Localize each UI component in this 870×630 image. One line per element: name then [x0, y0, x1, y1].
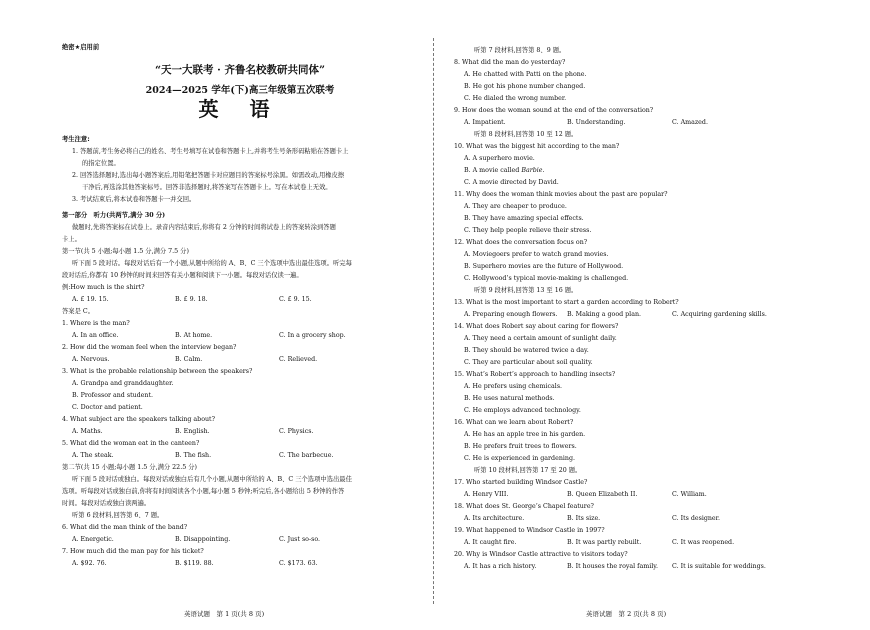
material-9-instruction: 听第 9 段材料,回答第 13 至 16 题。 — [474, 287, 578, 294]
question-12-option: A. Moviegoers prefer to watch grand movies. — [464, 251, 609, 258]
confidential-mark: 绝密★启用前 — [62, 44, 100, 51]
question-19-options: A. It caught fire. B. It was partly rebuilt. C. It was reopened. — [464, 539, 735, 546]
question-12: 12. What does the conversation focus on? — [454, 239, 588, 246]
section2-heading: 第二节(共 15 小题;每小题 1.5 分,满分 22.5 分) — [62, 464, 197, 471]
subject-title: 英 语 — [198, 97, 282, 121]
page-2-body — [454, 45, 784, 573]
question-17-options: A. Henry VIII. B. Queen Elizabeth II. C. William. — [464, 491, 707, 498]
question-12-option: C. Hollywood’s typical movie-making is challenged. — [464, 275, 629, 282]
question-16: 16. What can we learn about Robert? — [454, 419, 574, 426]
question-8-option: B. He got his phone number changed. — [464, 83, 586, 90]
question-7: 7. How much did the man pay for his ticket? — [62, 548, 204, 555]
section1-intro: 听下面 5 段对话。每段对话后有一个小题,从题中所给的 A、B、C 三个选项中选出最佳选项。听完每 — [72, 260, 352, 267]
question-16-option: A. He has an apple tree in his garden. — [464, 431, 586, 438]
question-15-option: C. He employs advanced technology. — [464, 407, 581, 414]
part1-intro: 卡上。 — [62, 236, 81, 243]
question-1: 1. Where is the man? — [62, 320, 130, 327]
question-14-option: C. They are particular about soil quality. — [464, 359, 593, 366]
part1-heading: 第一部分 听力(共两节,满分 30 分) — [62, 212, 166, 219]
question-18: 18. What does St. George’s Chapel feature? — [454, 503, 594, 510]
page-2 — [454, 0, 784, 630]
question-17: 17. Who started building Windsor Castle? — [454, 479, 588, 486]
section1-heading: 第一节(共 5 小题;每小题 1.5 分,满分 7.5 分) — [62, 248, 189, 255]
question-6: 6. What did the man think of the band? — [62, 524, 188, 531]
question-9: 9. How does the woman sound at the end of the conversation? — [454, 107, 654, 114]
question-11-option: C. They help people relieve their stress. — [464, 227, 592, 234]
question-5-options: A. The steak. B. The fish. C. The barbecue. — [72, 452, 334, 459]
question-13: 13. What is the most important to start a garden according to Robert? — [454, 299, 679, 306]
material-10-instruction: 听第 10 段材料,回答第 17 至 20 题。 — [474, 467, 582, 474]
question-9-options: A. Impatient. B. Understanding. C. Amazed. — [464, 119, 708, 126]
question-2: 2. How did the woman feel when the interview began? — [62, 344, 237, 351]
notes-heading: 考生注意: — [62, 136, 90, 143]
question-7-options: A. $92. 76. B. $119. 88. C. $173. 63. — [72, 560, 318, 567]
example-answer: 答案是 C。 — [62, 308, 95, 315]
note-line: 的指定位置。 — [82, 160, 120, 167]
question-12-option: B. Superhero movies are the future of Hollywood. — [464, 263, 624, 270]
question-15: 15. What’s Robert’s approach to handling insects? — [454, 371, 616, 378]
page-1-body — [62, 134, 418, 570]
page-2-footer: 英语试题 第 2 页(共 8 页) — [586, 610, 667, 618]
question-3-option: B. Professor and student. — [72, 392, 153, 399]
question-13-options: A. Preparing enough flowers. B. Making a good plan. C. Acquiring gardening skills. — [464, 311, 767, 318]
question-19: 19. What happened to Windsor Castle in 1997? — [454, 527, 605, 534]
question-14-option: B. They should be watered twice a day. — [464, 347, 589, 354]
question-8-option: A. He chatted with Patti on the phone. — [464, 71, 587, 78]
example-options: A. £ 19. 15. B. £ 9. 18. C. £ 9. 15. — [72, 296, 312, 303]
question-10-option: C. A movie directed by David. — [464, 179, 559, 186]
material-6-instruction: 听第 6 段材料,回答第 6、7 题。 — [72, 512, 164, 519]
page-divider — [433, 38, 434, 604]
exam-title: “天一大联考 · 齐鲁名校教研共同体” — [154, 64, 326, 76]
question-20-options: A. It has a rich history. B. It houses the royal family. C. It is suitable for weddings. — [464, 563, 766, 570]
note-line: 3. 考试结束后,将本试卷和答题卡一并交回。 — [72, 196, 196, 203]
question-16-option: B. He prefers fruit trees to flowers. — [464, 443, 577, 450]
question-15-option: B. He uses natural methods. — [464, 395, 555, 402]
question-11-option: A. They are cheaper to produce. — [464, 203, 567, 210]
part1-intro: 做题时,先将答案标在试卷上。录音内容结束后,你将有 2 分钟的时间将试卷上的答案转涂到答题 — [72, 224, 336, 231]
question-10-option: B. A movie called Barbie. — [464, 167, 545, 174]
question-10-option: A. A superhero movie. — [464, 155, 535, 162]
question-5: 5. What did the woman eat in the canteen? — [62, 440, 200, 447]
note-line: 2. 回答选择题时,选出每小题答案后,用铅笔把答题卡对应题目的答案标号涂黑。如需改动,用橡皮擦 — [72, 172, 345, 179]
question-10: 10. What was the biggest hit according to the man? — [454, 143, 620, 150]
material-8-instruction: 听第 8 段材料,回答第 10 至 12 题。 — [474, 131, 578, 138]
question-8: 8. What did the man do yesterday? — [454, 59, 566, 66]
section2-intro: 选项。听每段对话或独白前,你将有时间阅读各个小题,每小题 5 秒钟;听完后,各小题给出 5 秒钟的作答 — [62, 488, 345, 495]
question-14: 14. What does Robert say about caring for flowers? — [454, 323, 619, 330]
note-line: 干净后,再选涂其他答案标号。回答非选择题时,将答案写在答题卡上。写在本试卷上无效。 — [82, 184, 332, 191]
question-14-option: A. They need a certain amount of sunlight daily. — [464, 335, 617, 342]
question-4: 4. What subject are the speakers talking about? — [62, 416, 215, 423]
question-3-option: C. Doctor and patient. — [72, 404, 143, 411]
section2-intro: 听下面 5 段对话或独白。每段对话或独白后有几个小题,从题中所给的 A、B、C 三个选项中选出最佳 — [72, 476, 352, 483]
question-18-options: A. Its architecture. B. Its size. C. Its designer. — [464, 515, 720, 522]
question-1-options: A. In an office. B. At home. C. In a grocery shop. — [72, 332, 346, 339]
material-7-instruction: 听第 7 段材料,回答第 8、9 题。 — [474, 47, 566, 54]
exam-subtitle: 2024—2025 学年(下)高三年级第五次联考 — [145, 85, 335, 96]
page-1-footer: 英语试题 第 1 页(共 8 页) — [184, 610, 265, 618]
question-4-options: A. Maths. B. English. C. Physics. — [72, 428, 314, 435]
example-question: 例:How much is the shirt? — [62, 284, 145, 291]
section1-intro: 段对话后,你都有 10 秒钟的时间来回答有关小题和阅读下一小题。每段对话仅读一遍。 — [62, 272, 303, 279]
question-11-option: B. They have amazing special effects. — [464, 215, 584, 222]
section2-intro: 时间。每段对话或独白读两遍。 — [62, 500, 151, 507]
question-15-option: A. He prefers using chemicals. — [464, 383, 563, 390]
question-8-option: C. He dialed the wrong number. — [464, 95, 567, 102]
question-16-option: C. He is experienced in gardening. — [464, 455, 575, 462]
question-3: 3. What is the probable relationship between the speakers? — [62, 368, 253, 375]
question-20: 20. Why is Windsor Castle attractive to visitors today? — [454, 551, 628, 558]
question-3-option: A. Grandpa and granddaughter. — [72, 380, 174, 387]
question-11: 11. Why does the woman think movies about the past are popular? — [454, 191, 668, 198]
question-6-options: A. Energetic. B. Disappointing. C. Just so-so. — [72, 536, 321, 543]
question-2-options: A. Nervous. B. Calm. C. Relieved. — [72, 356, 318, 363]
note-line: 1. 答题前,考生务必将自己的姓名、考生号填写在试卷和答题卡上,并将考生号条形码粘贴在答题卡上 — [72, 148, 349, 155]
page-1 — [62, 0, 418, 630]
